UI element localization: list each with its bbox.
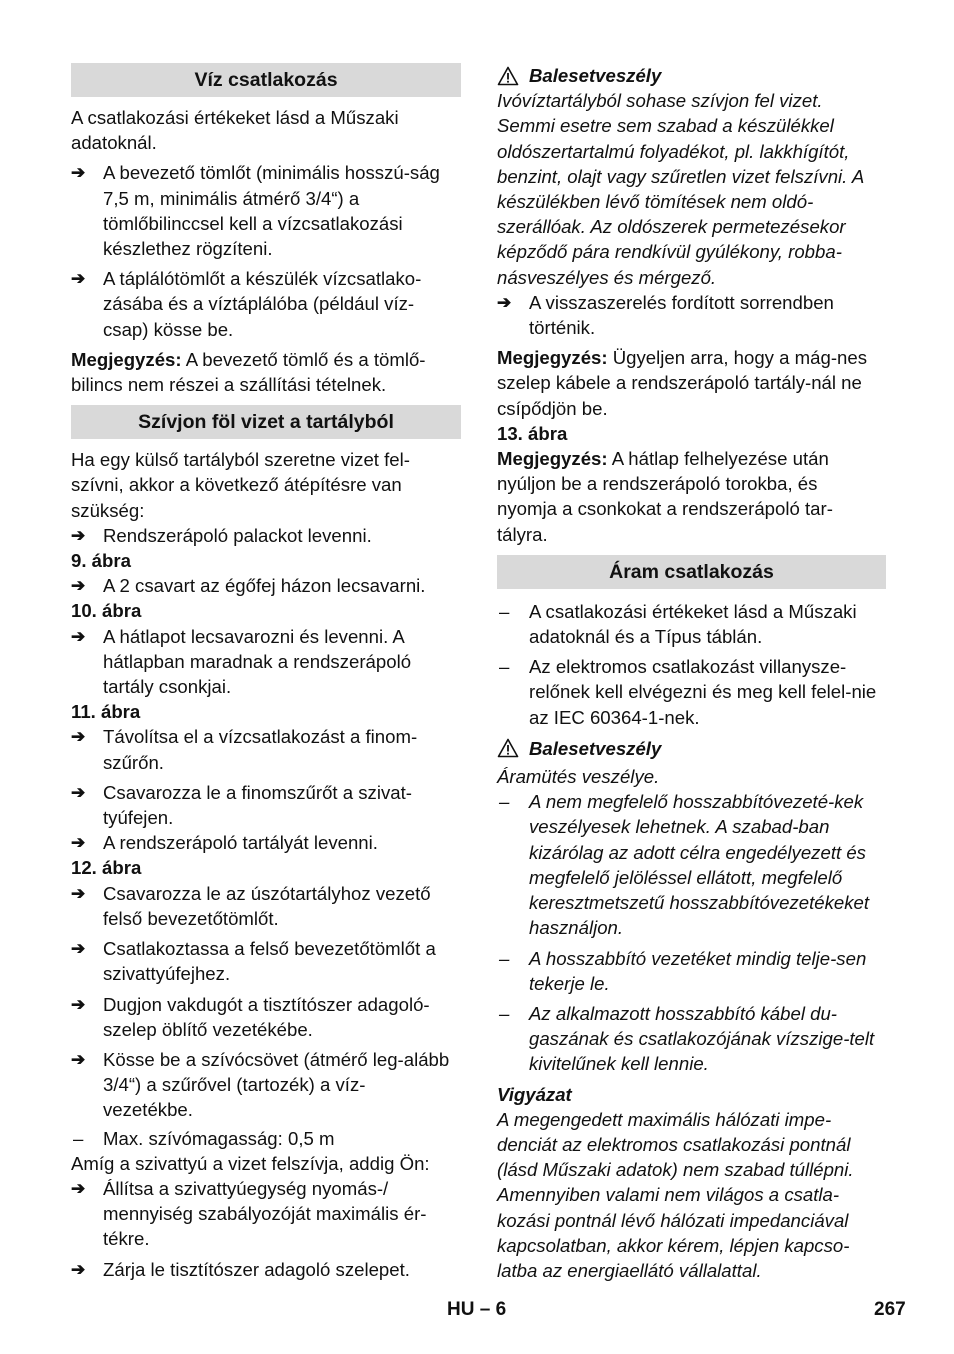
figure-ref: 13. ábra bbox=[497, 422, 568, 444]
section-heading-water: Víz csatlakozás bbox=[71, 63, 461, 97]
note bbox=[497, 446, 872, 547]
arrow-icon: ➔ bbox=[71, 994, 86, 1014]
step-item bbox=[71, 724, 458, 774]
step-text: Rendszerápoló palackot levenni. bbox=[103, 524, 372, 546]
arrow-icon: ➔ bbox=[71, 1259, 86, 1279]
note-label: Megjegyzés: bbox=[71, 348, 182, 370]
note-label: Megjegyzés: bbox=[497, 347, 608, 369]
warning-text: Ivóvíztartályból sohase szívjon fel vizet. Semmi esetre sem szabad a készülékkel oldószertartalmú folyadékot, pl. lakkhígítót, benzint, olajt vagy szűretlen vizet felszívni. A készülékben lévő tömítések nem oldó-szerállóak. Az oldószerek permetezésekor képződő pára rendkívül gyúlékony, robba-násveszélyes és mérgező. bbox=[497, 90, 864, 288]
note bbox=[497, 345, 877, 421]
step-item bbox=[71, 830, 461, 855]
figure-ref: 12. ábra bbox=[71, 857, 142, 879]
step-item bbox=[497, 290, 886, 340]
step-item bbox=[71, 881, 461, 931]
arrow-icon: ➔ bbox=[497, 292, 512, 312]
warning-triangle-icon bbox=[497, 66, 519, 86]
warning-title-row bbox=[497, 63, 886, 88]
dash-bullet: – bbox=[499, 656, 510, 678]
arrow-icon: ➔ bbox=[71, 782, 86, 802]
page-number: 267 bbox=[874, 1299, 906, 1320]
caution-text: A megengedett maximális hálózati impe-denciát az elektromos csatlakozási pontnál (lásd Műszaki adatok) nem szabad túllépni. Amennyiben valami nem világos a csatla-kozási pontnál lévő hálózati impedanciával kapcsolatban, akkor kérem, lépjen kapcso-latba az energiaellátó vállalattal. bbox=[497, 1108, 854, 1281]
step-text: Állítsa a szivattyúegység nyomás-/ mennyiség szabályozóját maximális ér-tékre. bbox=[103, 1177, 427, 1250]
step-text: Zárja le tisztítószer adagoló szelepet. bbox=[103, 1258, 410, 1280]
step-item bbox=[71, 780, 458, 830]
arrow-icon: ➔ bbox=[71, 163, 86, 183]
dash-text: Az alkalmazott hosszabbító kábel du-gaszának és csatlakozójának vízszige-telt kivitelűnek kell lennie. bbox=[529, 1002, 875, 1075]
warning-triangle-icon bbox=[497, 738, 519, 758]
dash-bullet: – bbox=[499, 791, 510, 813]
arrow-icon: ➔ bbox=[71, 576, 86, 596]
dash-text: A hosszabbító vezetéket mindig telje-sen tekerje le. bbox=[529, 947, 867, 994]
step-item bbox=[71, 160, 448, 261]
paragraph: Amíg a szivattyú a vizet felszívja, addig Ön: bbox=[71, 1152, 430, 1174]
step-item bbox=[71, 573, 461, 598]
arrow-icon: ➔ bbox=[71, 269, 86, 289]
step-item bbox=[71, 936, 461, 986]
step-text: Távolítsa el a vízcsatlakozást a finom-szűrőn. bbox=[103, 726, 418, 773]
dash-text: Az elektromos csatlakozást villanysze-relőnek kell elvégezni és meg kell felel-nie az IEC 60364-1-nek. bbox=[529, 656, 877, 728]
step-item bbox=[71, 1047, 453, 1123]
dash-bullet: – bbox=[73, 1127, 84, 1149]
note-text: Ügyeljen arra, hogy a mág-nes szelep kábele a rendszerápoló tartály-nál ne csípődjön be. bbox=[497, 347, 867, 419]
dash-bullet: – bbox=[499, 600, 510, 622]
dash-bullet: – bbox=[499, 1002, 510, 1024]
step-item bbox=[71, 1176, 458, 1252]
step-text: A 2 csavart az égőfej házon lecsavarni. bbox=[103, 575, 426, 597]
left-column bbox=[71, 63, 461, 1282]
step-text: Csavarozza le a finomszűrőt a szivat-tyúfejen. bbox=[103, 781, 412, 829]
dash-text: A csatlakozási értékeket lásd a Műszaki adatoknál és a Típus táblán. bbox=[529, 600, 857, 648]
step-text: Kösse be a szívócsövet (átmérő leg-alább 3/4“) a szűrővel (tartozék) a víz-vezetékbe. bbox=[103, 1048, 450, 1121]
arrow-icon: ➔ bbox=[71, 525, 86, 545]
step-text: Csavarozza le az úszótartályhoz vezető felső bevezetőtömlőt. bbox=[103, 882, 431, 929]
step-text: A táplálótömlőt a készülék vízcsatlako-zásába és a víztáplálóba (például víz-csap) kösse be. bbox=[103, 268, 422, 340]
arrow-icon: ➔ bbox=[71, 727, 86, 747]
dash-item bbox=[71, 1126, 461, 1151]
dash-item bbox=[497, 946, 874, 996]
step-text: Dugjon vakdugót a tisztítószer adagoló-szelep öblítő vezetékébe. bbox=[103, 993, 430, 1040]
warning-title: Balesetveszély bbox=[529, 737, 662, 759]
dash-bullet: – bbox=[499, 947, 510, 969]
paragraph: Ha egy külső tartályból szeretne vizet fel-szívni, akkor a következő átépítésre van szükség: bbox=[71, 449, 410, 521]
note-text: A hátlap felhelyezése után nyúljon be a rendszerápoló torokba, és nyomja a csonkokat a rendszerápoló tar-tályra. bbox=[497, 448, 833, 545]
note-label: Megjegyzés: bbox=[497, 448, 608, 470]
warning-title-row bbox=[497, 736, 886, 761]
dash-item bbox=[497, 789, 874, 940]
figure-ref: 9. ábra bbox=[71, 550, 131, 572]
step-text: A visszaszerelés fordított sorrendben történik. bbox=[529, 291, 834, 339]
note-text: A bevezető tömlő és a tömlő-bilincs nem részei a szállítási tételnek. bbox=[71, 348, 426, 396]
step-item bbox=[71, 624, 461, 700]
caution-title: Vigyázat bbox=[497, 1083, 572, 1105]
step-item bbox=[71, 266, 458, 342]
warning-title: Balesetveszély bbox=[529, 65, 662, 86]
figure-ref: 11. ábra bbox=[71, 701, 141, 723]
arrow-icon: ➔ bbox=[71, 626, 86, 646]
dash-text: Max. szívómagasság: 0,5 m bbox=[103, 1127, 335, 1149]
step-item bbox=[71, 523, 461, 548]
step-text: A bevezető tömlőt (minimális hosszú-ság 7,5 m, minimális átmérő 3/4“) a tömlőbilinccsel kell a vízcsatlakozási készlethez rögzíteni. bbox=[103, 162, 440, 260]
arrow-icon: ➔ bbox=[71, 1178, 86, 1198]
dash-item bbox=[497, 599, 886, 649]
step-text: A hátlapot lecsavarozni és levenni. A hátlapban maradnak a rendszerápoló tartály csonkjai. bbox=[103, 625, 412, 698]
step-item bbox=[71, 1257, 461, 1282]
section-heading-power: Áram csatlakozás bbox=[497, 555, 886, 589]
arrow-icon: ➔ bbox=[71, 1049, 86, 1069]
note bbox=[71, 347, 461, 397]
warning-subtitle: Áramütés veszélye. bbox=[497, 766, 660, 788]
figure-ref: 10. ábra bbox=[71, 600, 142, 622]
arrow-icon: ➔ bbox=[71, 833, 86, 853]
paragraph: A csatlakozási értékeket lásd a Műszaki adatoknál. bbox=[71, 107, 399, 154]
step-text: A rendszerápoló tartályát levenni. bbox=[103, 832, 378, 854]
step-text: Csatlakoztassa a felső bevezetőtömlőt a szivattyúfejhez. bbox=[103, 938, 436, 985]
step-item bbox=[71, 992, 461, 1042]
dash-text: A nem megfelelő hosszabbítóvezeté-kek veszélyesek lehetnek. A szabad-ban kizárólag az adott célra engedélyezett és megfelelő jelöléssel ellátott, megfelelő keresztmetszetű hosszabbítóvezetékeket használjon. bbox=[529, 791, 870, 939]
right-column bbox=[497, 63, 886, 1283]
dash-item bbox=[497, 654, 886, 730]
section-heading-suction: Szívjon föl vizet a tartályból bbox=[71, 405, 461, 439]
footer-section-label: HU – 6 bbox=[447, 1299, 507, 1320]
arrow-icon: ➔ bbox=[71, 883, 86, 903]
arrow-icon: ➔ bbox=[71, 939, 86, 959]
dash-item bbox=[497, 1001, 889, 1077]
